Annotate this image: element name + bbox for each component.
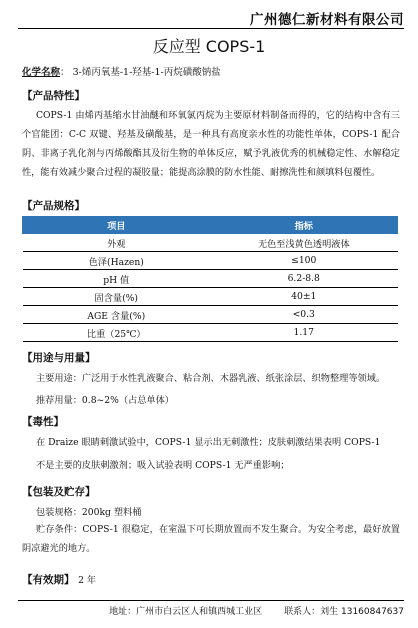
chemical-name: 化学名称： 3-烯丙氧基-1-羟基-1-丙烷磺酸钠盐 xyxy=(22,67,221,78)
spec-item-cell: 外观 xyxy=(23,234,211,252)
spec-item-cell: AGE 含量(%) xyxy=(23,306,211,324)
packaging-line: 包装规格：200kg 塑料桶 xyxy=(36,507,142,518)
spec-value-cell: 6.2-8.8 xyxy=(210,270,398,288)
table-row xyxy=(23,252,398,270)
footer-address: 地址：广州市白云区人和镇西城工业区 xyxy=(109,607,263,617)
spec-table-body xyxy=(23,234,398,342)
spec-value-cell: 40±1 xyxy=(210,288,398,306)
header-rule xyxy=(18,28,404,29)
usage-line: 主要用途：广泛用于水性乳液聚合、粘合剂、木器乳液、纸张涂层、织物整理等领域。 xyxy=(36,373,386,384)
toxicity-line-1: 在 Draize 眼睛刺激试验中，COPS-1 显示出无刺激性；皮肤刺激结果表明 COPS-1 xyxy=(36,437,381,448)
section-heading-usage: 【用途与用量】 xyxy=(22,352,96,364)
validity-value: 2 年 xyxy=(78,575,97,586)
spec-value-cell: 1.17 xyxy=(210,324,398,342)
dosage-line: 推荐用量：0.8~2%（占总单体） xyxy=(36,395,174,406)
spec-item-cell: pH 值 xyxy=(23,270,211,288)
section-heading-validity: 【有效期】 xyxy=(22,574,75,586)
spec-table-header xyxy=(23,217,398,234)
storage-text: 贮存条件：COPS-1 很稳定，在室温下可长期放置而不发生聚合。为安全考虑，最好放置阴凉避光的地方。 xyxy=(22,524,400,554)
company-name: 广州德仁新材料有限公司 xyxy=(250,12,404,28)
table-row xyxy=(23,234,398,252)
table-row xyxy=(23,324,398,342)
features-text: COPS-1 由烯丙基缩水甘油醚和环氧氯丙烷为主要原材料制备而得的，它的结构中含有三个官能团：C-C 双键、羟基及磺酸基，是一种具有高度亲水性的功能性单体，COPS-1 配合阴、非离子乳化剂与丙烯酸酯其及衍生物的单体反应，赋予乳液优秀的机械稳定性、水解稳定性，能有效减少聚合过程的凝胶量；能提高涂膜的防水性能、耐擦洗性和颜填料包覆性。 xyxy=(22,110,400,178)
footer-contact: 联系人：刘生 13160847637 xyxy=(284,607,404,617)
spec-item-cell: 色泽(Hazen) xyxy=(23,252,211,270)
toxicity-line-2: 不是主要的皮肤刺激剂；吸入试验表明 COPS-1 无严重影响； xyxy=(36,460,290,471)
section-heading-specs: 【产品规格】 xyxy=(22,200,85,212)
spec-value-cell: <0.3 xyxy=(210,306,398,324)
section-heading-packaging: 【包装及贮存】 xyxy=(22,486,96,498)
spec-item-cell: 固含量(%) xyxy=(23,288,211,306)
footer xyxy=(109,604,404,617)
spec-value-cell: 无色至浅黄色透明液体 xyxy=(210,234,398,252)
chemical-name-label: 化学名称 xyxy=(22,67,61,78)
spec-table xyxy=(22,216,398,342)
table-row xyxy=(23,288,398,306)
spec-value-cell: ≤100 xyxy=(210,252,398,270)
document-title: 反应型 COPS-1 xyxy=(152,37,266,56)
col-header-value: 指标 xyxy=(210,217,398,234)
chemical-name-value: 3-烯丙氧基-1-羟基-1-丙烷磺酸钠盐 xyxy=(72,67,221,78)
footer-rule xyxy=(18,600,404,601)
table-row xyxy=(23,306,398,324)
table-row xyxy=(23,270,398,288)
col-header-item: 项目 xyxy=(23,217,211,234)
section-heading-features: 【产品特性】 xyxy=(22,90,85,102)
section-heading-toxicity: 【毒性】 xyxy=(22,416,64,428)
spec-item-cell: 比重（25℃） xyxy=(23,324,211,342)
validity xyxy=(22,572,96,587)
